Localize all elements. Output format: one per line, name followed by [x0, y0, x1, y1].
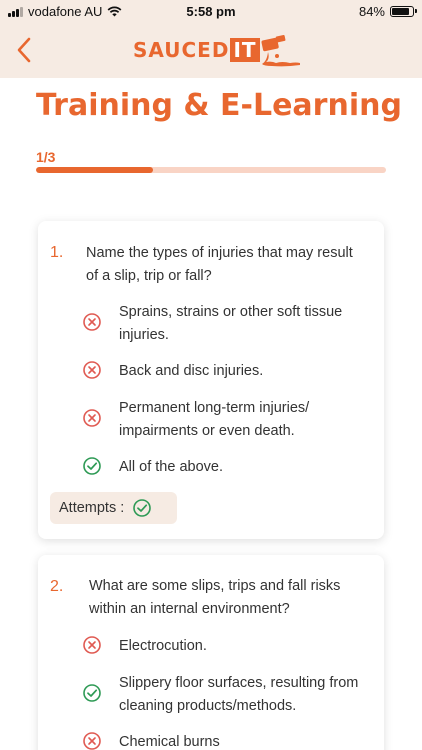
check-circle-icon — [132, 498, 152, 518]
battery-percent: 84% — [358, 4, 385, 19]
answer-text: Slippery floor surfaces, resulting from cleaning products/methods. — [119, 675, 359, 714]
answer-option[interactable] — [82, 360, 372, 383]
sauce-bottle-icon — [260, 32, 302, 68]
logo-text: SAUCED — [133, 38, 230, 62]
status-bar — [0, 0, 422, 22]
logo-box-text: IT — [230, 38, 259, 62]
x-circle-icon — [82, 312, 102, 332]
question-number: 1. — [50, 244, 64, 261]
battery-level — [392, 8, 409, 15]
logo — [133, 30, 302, 70]
answer-text: Permanent long-term injuries/ impairments or even death. — [119, 400, 310, 439]
answer-option[interactable] — [82, 456, 372, 479]
x-circle-icon — [82, 635, 102, 655]
answer-text: Chemical burns — [119, 734, 220, 750]
chevron-left-icon — [16, 37, 32, 63]
answer-text: Sprains, strains or other soft tissue injuries. — [119, 304, 343, 343]
answer-option[interactable] — [82, 301, 372, 347]
answer-text: Electrocution. — [119, 638, 207, 654]
question-text: Name the types of injuries that may result of a slip, trip or fall? — [86, 245, 353, 284]
question-number: 2. — [50, 578, 64, 595]
answer-option[interactable] — [82, 731, 372, 750]
status-time: 5:58 pm — [186, 4, 236, 19]
check-circle-icon — [82, 683, 102, 703]
app-header — [0, 22, 422, 78]
answer-option[interactable] — [82, 635, 372, 658]
attempts-badge — [50, 492, 177, 524]
attempts-label: Attempts : — [59, 500, 125, 516]
battery-icon — [390, 6, 414, 17]
x-circle-icon — [82, 408, 102, 428]
answer-option[interactable] — [82, 672, 372, 718]
back-button[interactable] — [12, 36, 36, 64]
progress-label: 1/3 — [36, 149, 56, 165]
page-title: Training & E-Learning — [36, 88, 402, 123]
answer-text: All of the above. — [119, 459, 223, 475]
check-circle-icon — [82, 456, 102, 476]
question-card — [38, 221, 384, 539]
progress-fill — [36, 167, 153, 173]
answer-text: Back and disc injuries. — [119, 363, 264, 379]
carrier-name: vodafone AU — [28, 4, 103, 19]
status-right — [359, 4, 414, 19]
answer-option[interactable] — [82, 397, 372, 443]
x-circle-icon — [82, 360, 102, 380]
progress-bar — [36, 167, 386, 173]
question-text: What are some slips, trips and fall risks within an internal environment? — [89, 578, 341, 617]
question-card — [38, 555, 384, 750]
x-circle-icon — [82, 731, 102, 750]
